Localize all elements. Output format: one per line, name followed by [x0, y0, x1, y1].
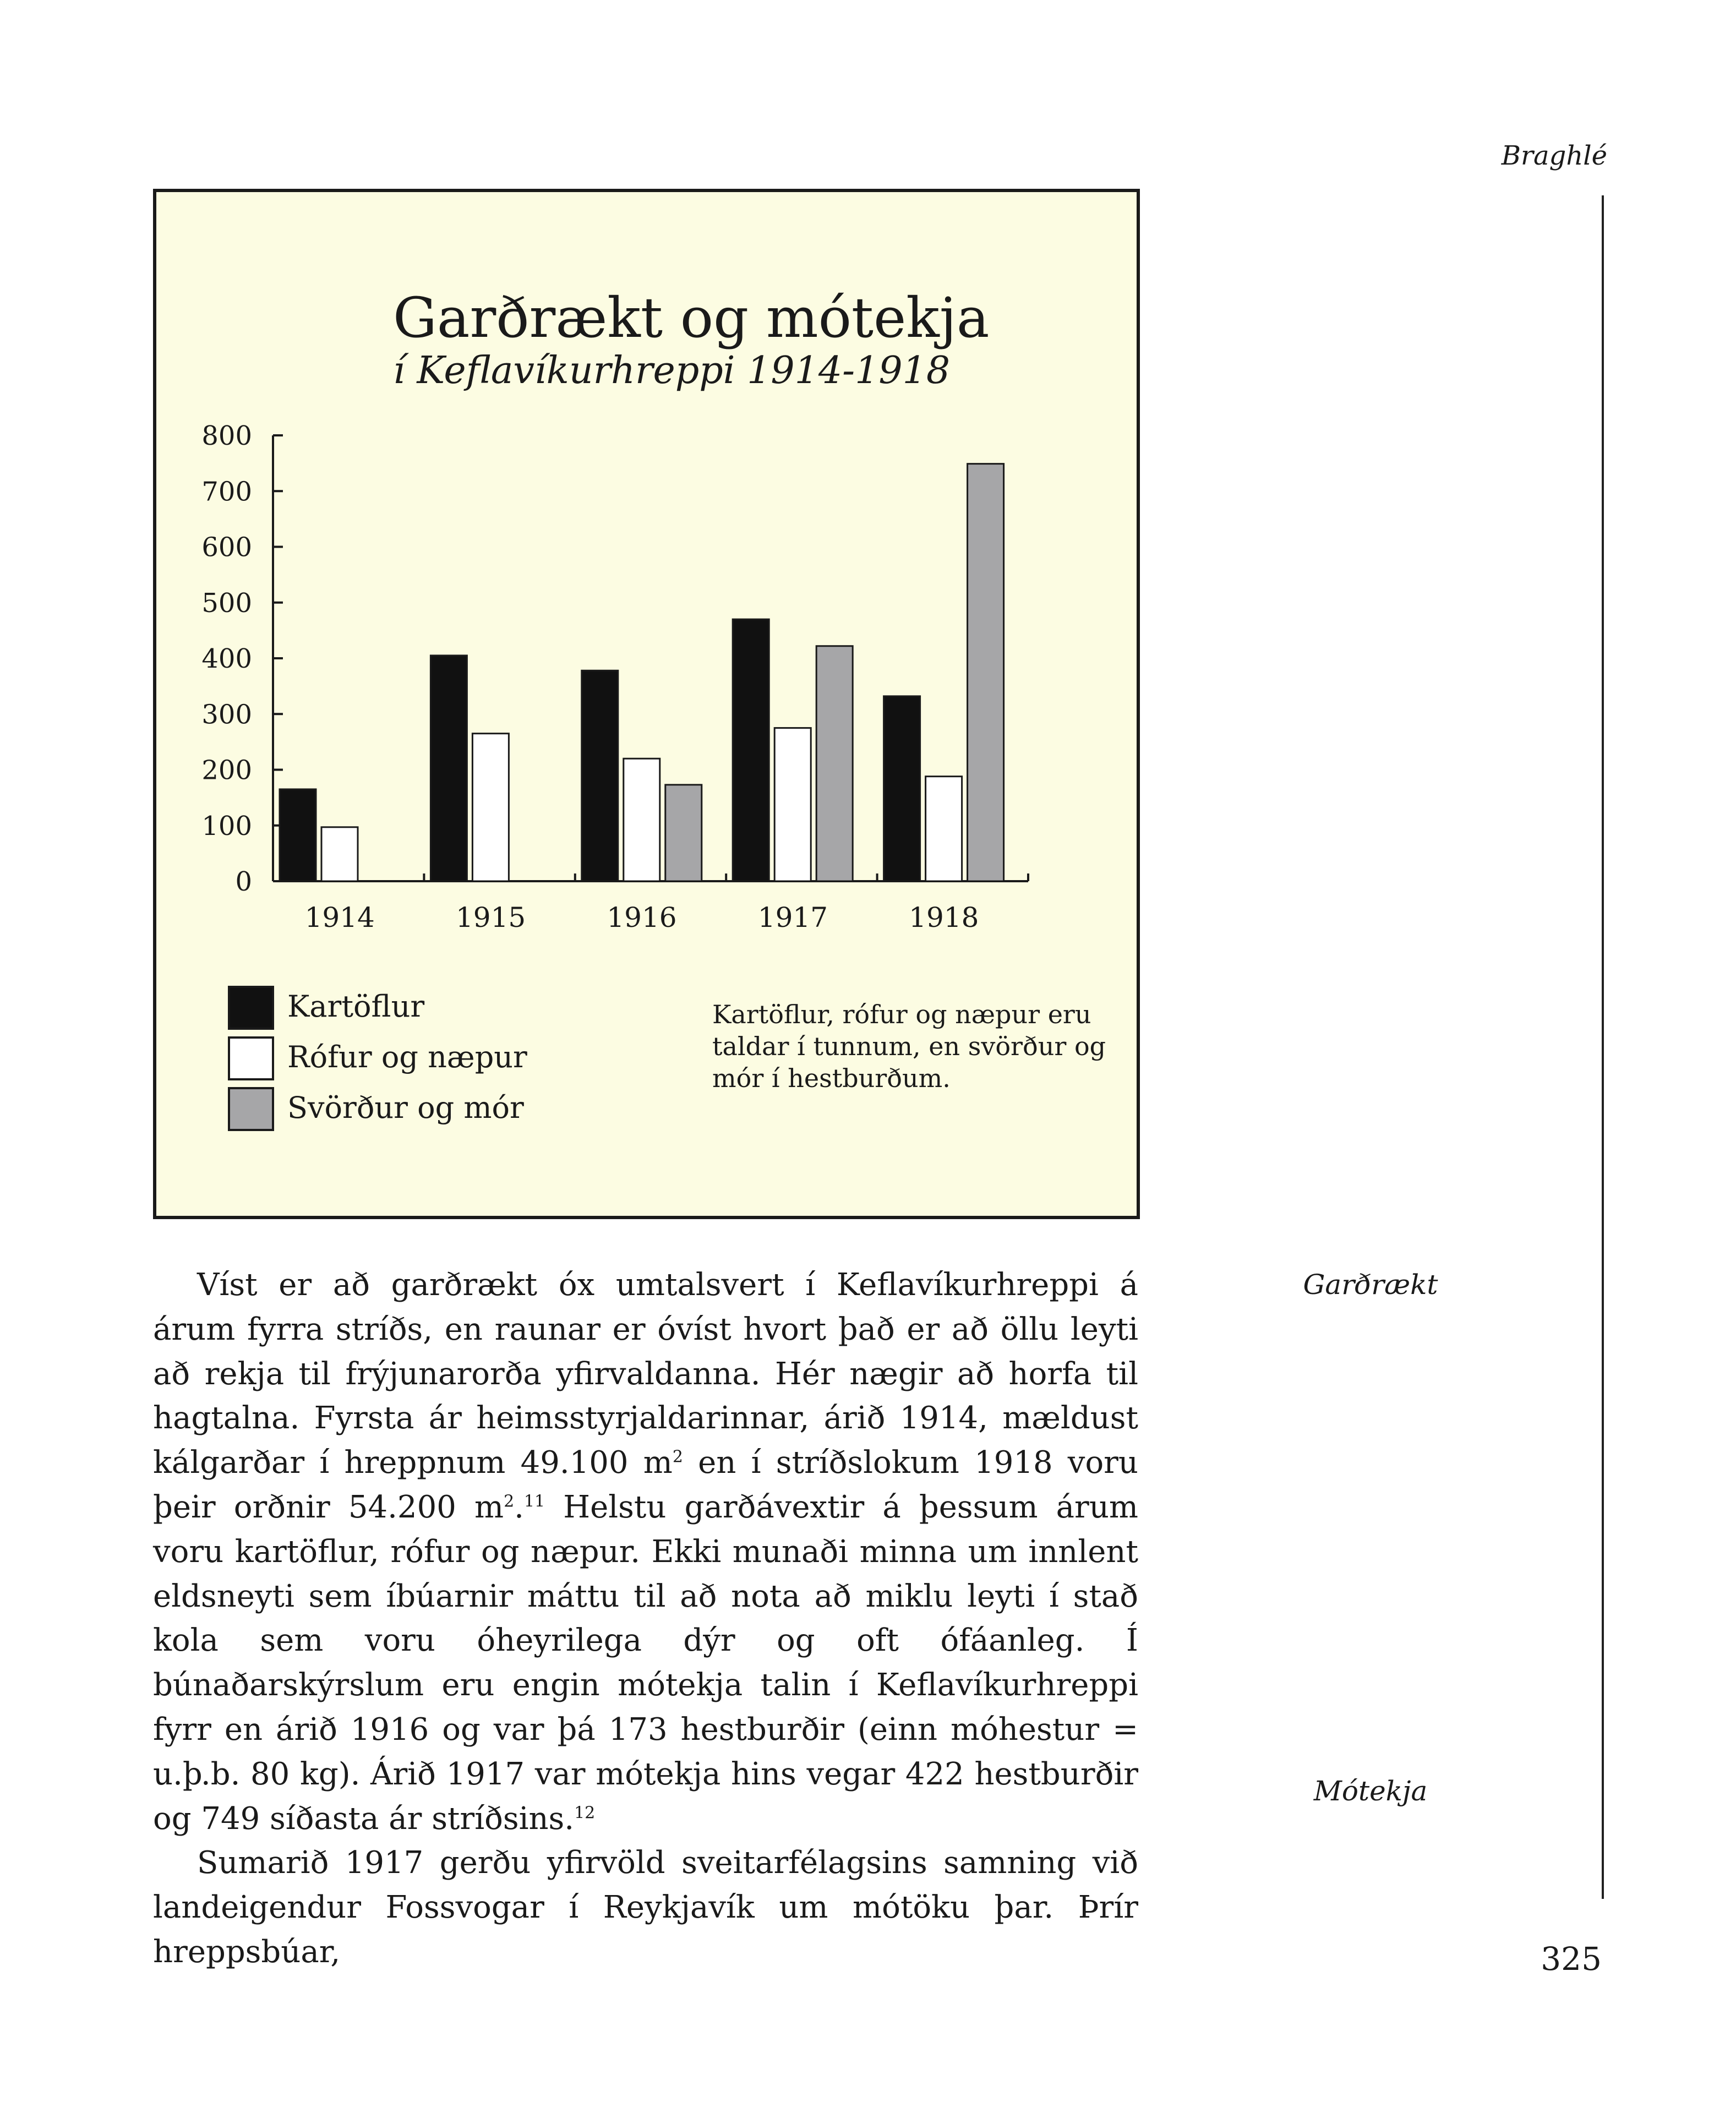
superscript: 2 [672, 1447, 683, 1467]
bar-rofur-1914 [321, 827, 358, 881]
bar-rofur-1918 [926, 777, 962, 881]
footnote-ref[interactable]: 11 [523, 1492, 545, 1511]
y-tick-label: 800 [201, 421, 252, 451]
page-number: 325 [1541, 1940, 1602, 1978]
running-head: Braghlé [1501, 140, 1607, 171]
chart-title: Garðrækt og mótekja [393, 286, 990, 350]
y-tick-label: 200 [201, 755, 252, 786]
margin-rule [1602, 195, 1604, 1899]
y-tick-label: 600 [201, 532, 252, 563]
bar-rofur-1916 [624, 758, 660, 881]
text-run: en í stríðslokum 1918 voru þeir orðnir 54.200 m [153, 1445, 1138, 1525]
bar-kartoflur-1915 [430, 656, 467, 881]
bar-kartoflur-1918 [884, 696, 920, 881]
legend-swatch-rofur [228, 1036, 274, 1080]
bar-kartoflur-1917 [733, 619, 769, 881]
text-run: Víst er að garðrækt óx umtalsvert í Keflavíkurhreppi á árum fyrra stríðs, en raunar er óvíst hvort það er að öllu leyti að rekja til frýjunarorða yfirvaldanna. Hér nægir að horfa til hagtalna. Fyrsta ár heimsstyrjaldarinnar, árið 1914, mældust kálgarðar í hreppnum 49.100 m [153, 1267, 1138, 1481]
bar-svordur-1916 [665, 785, 702, 881]
body-text [153, 1263, 1138, 1975]
bar-kartoflur-1916 [582, 670, 618, 881]
x-tick-label: 1915 [455, 902, 526, 933]
bar-svordur-1918 [968, 464, 1004, 881]
paragraph-1 [153, 1263, 1138, 1841]
legend-label: Kartöflur [287, 989, 425, 1024]
x-tick-label: 1916 [607, 902, 677, 933]
legend-label: Svörður og mór [287, 1090, 524, 1125]
y-tick-label: 100 [201, 810, 252, 842]
bar-rofur-1917 [774, 728, 811, 881]
x-tick-label: 1917 [757, 902, 828, 933]
unit-note: Kartöflur, rófur og næpur eru taldar í tunnum, en svörður og mór í hestburðum. [712, 1000, 1106, 1093]
x-tick-label: 1918 [909, 902, 979, 933]
y-tick-label: 300 [201, 699, 252, 730]
paragraph-2: Sumarið 1917 gerðu yfirvöld sveitarfélagsins samning við landeigendur Fossvogar í Reykjavík um mótöku þar. Þrír hreppsbúar, [153, 1845, 1138, 1970]
y-tick-label: 500 [201, 587, 252, 619]
y-tick-label: 400 [201, 643, 252, 674]
margin-note-motekja: Mótekja [1313, 1775, 1428, 1807]
y-tick-label: 700 [201, 476, 252, 507]
chart-subtitle: í Keflavíkurhreppi 1914-1918 [393, 349, 951, 392]
text-run: . [514, 1489, 524, 1525]
y-tick-label: 0 [235, 866, 252, 897]
legend-label: Rófur og næpur [287, 1040, 527, 1074]
bar-kartoflur-1914 [280, 789, 316, 881]
bar-rofur-1915 [472, 734, 509, 881]
legend-swatch-kartoflur [228, 986, 274, 1030]
margin-note-gardraekt: Garðrækt [1303, 1269, 1438, 1301]
x-tick-label: 1914 [304, 902, 375, 933]
text-run: Helstu garðávextir á þessum árum voru kartöflur, rófur og næpur. Ekki munaði minna um innlent eldsneyti sem íbúarnir máttu til að nota að miklu leyti í stað kola sem voru óheyrilega dýr og oft ófáanleg. Í búnaðarskýrslum eru engin mótekja talin í Keflavíkurhreppi fyrr en árið 1916 og var þá 173 hestburðir (einn móhestur = u.þ.b. 80 kg). Árið 1917 var mótekja hins vegar 422 hestburðir og 749 síðasta ár stríðsins. [153, 1489, 1138, 1837]
bar-svordur-1917 [816, 646, 853, 881]
chart-figure [153, 189, 1140, 1219]
superscript: 2 [504, 1492, 515, 1511]
legend-swatch-svordur [228, 1087, 274, 1131]
footnote-ref[interactable]: 12 [574, 1803, 596, 1822]
